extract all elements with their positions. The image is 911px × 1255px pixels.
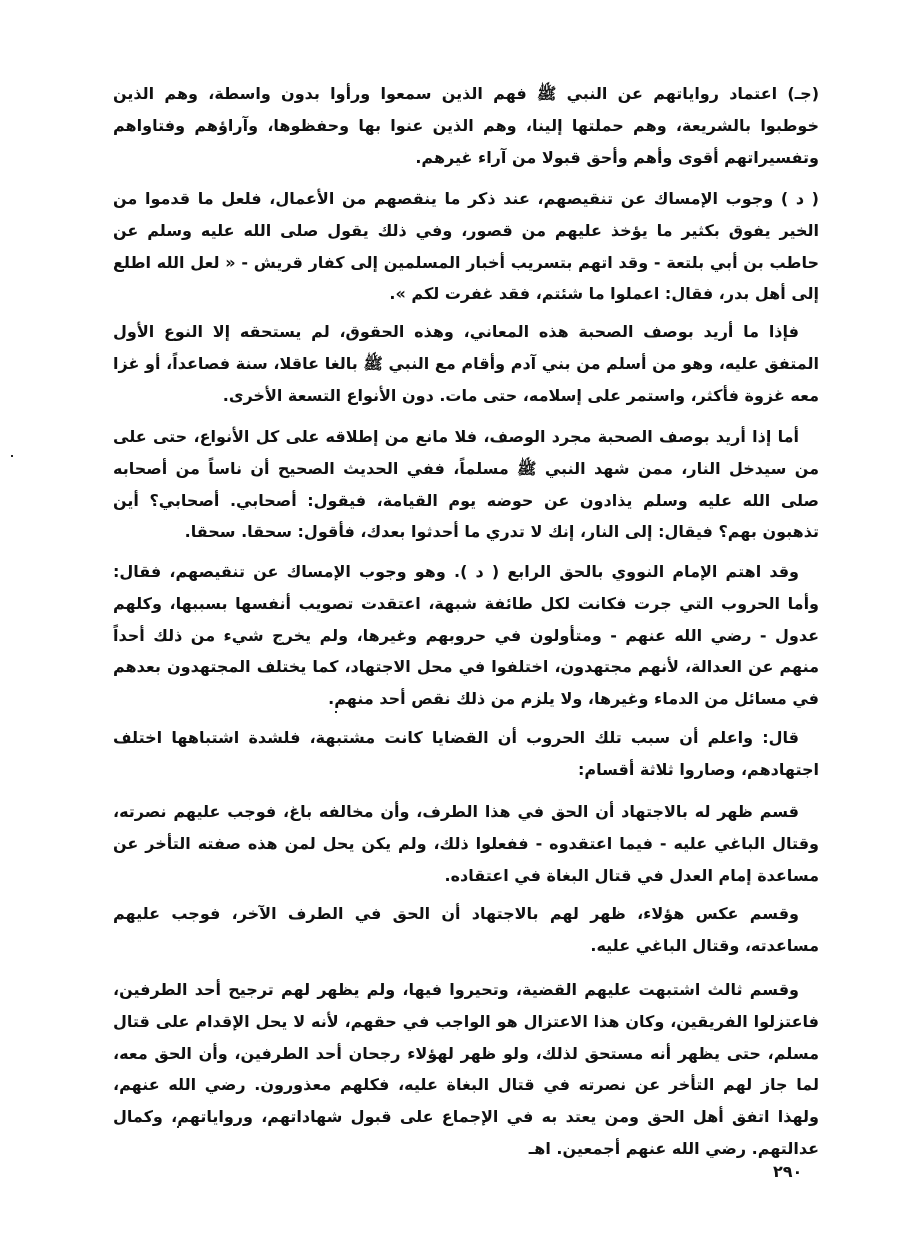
paragraph-nawawi: وقد اهتم الإمام النووي بالحق الرابع ( د ). وهو وجوب الإمساك عن تنقيصهم، فقال: وأما الحروب التي جرت فكانت لكل طائفة شبهة، اعتقدت تصويب أنفسها بسببها، وكلهم عدول - رضي الله عنهم - ومتأولون في حروبهم وغيرها، ولم يخرج شيء من ذلك أحداً منهم عن العدالة، لأنهم مجتهدون، اختلفوا في محل الاجتهاد، كما يختلف المجتهدون بعدهم في مسائل من الدماء وغيرها، ولا يلزم من ذلك نقص أحد منهم. bbox=[113, 562, 819, 709]
paragraph-sahaba-definition: فإذا ما أريد بوصف الصحبة هذه المعاني، وهذه الحقوق، لم يستحقه إلا النوع الأول المتفق عليه، وهو من أسلم من بني آدم وأقام مع النبي ﷺ بالغا عاقلا، سنة فصاعداً، أو غزا معه غزوة فأكثر، واستمر على إسلامه، حتى مات. دون الأنواع التسعة الأخرى. bbox=[113, 322, 819, 405]
paragraph-item-j: (جـ) اعتماد رواياتهم عن النبي ﷺ فهم الذين سمعوا ورأوا بدون واسطة، وهم الذين خوطبوا بالشريعة، وهم حملتها إلينا، وهم الذين عنوا بها وحفظوها، وآراؤهم وفتاواهم وتفسيراتهم أقوى وأهم وأحق قبولا من آراء غيرهم. bbox=[113, 84, 819, 167]
paragraph-group-three: وقسم ثالث اشتبهت عليهم القضية، وتحيروا فيها، ولم يظهر لهم ترجيح أحد الطرفين، فاعتزلوا الفريقين، وكان هذا الاعتزال هو الواجب في حقهم، لأنه لا يحل الإقدام على قتال مسلم، حتى يظهر أنه مستحق لذلك، ولو ظهر لهؤلاء رجحان أحد الطرفين، وأن الحق معه، لما جاز لهم التأخر عن نصرته في قتال البغاة عليه، فكلهم معذورون. رضي الله عنهم، ولهذا اتفق أهل الحق ومن يعتد به في الإجماع على قبول شهاداتهم، ورواياتهم، وكمال عدالتهم. رضي الله عنهم أجمعين. اهـ bbox=[113, 980, 819, 1158]
scan-speck bbox=[11, 455, 13, 457]
paragraph-item-d: ( د ) وجوب الإمساك عن تنقيصهم، عند ذكر ما ينقصهم من الأعمال، فلعل ما قدموا من الخير يفوق بكثير ما يؤخذ عليهم من قصور، وفي ذلك يقول صلى الله عليه وسلم عن حاطب بن أبي بلتعة - وقد اتهم بتسريب أخبار المسلمين إلى كفار قريش - « لعل الله اطلع إلى أهل بدر، فقال: اعملوا ما شئتم، فقد غفرت لكم ». bbox=[113, 189, 819, 304]
page-number: ٢٩٠ bbox=[773, 1162, 803, 1181]
paragraph-group-one: قسم ظهر له بالاجتهاد أن الحق في هذا الطرف، وأن مخالفه باغ، فوجب عليهم نصرته، وقتال الباغي عليه - فيما اعتقدوه - ففعلوا ذلك، ولم يكن يحل لمن هذه صفته التأخر عن مساعدة إمام العدل في قتال البغاة في اعتقاده. bbox=[113, 802, 819, 885]
paragraph-three-groups: قال: واعلم أن سبب تلك الحروب أن القضايا كانت مشتبهة، فلشدة اشتباهها اختلف اجتهادهم، وصاروا ثلاثة أقسام: bbox=[113, 728, 819, 779]
paragraph-group-two: وقسم عكس هؤلاء، ظهر لهم بالاجتهاد أن الحق في الطرف الآخر، فوجب عليهم مساعدته، وقتال الباغي عليه. bbox=[113, 904, 819, 955]
scan-speck bbox=[335, 711, 337, 713]
paragraph-general-description: أما إذا أريد بوصف الصحبة مجرد الوصف، فلا مانع من إطلاقه على كل الأنواع، حتى على من سيدخل النار، ممن شهد النبي ﷺ مسلماً، ففي الحديث الصحيح أن ناساً من أصحابه صلى الله عليه وسلم يذادون عن حوضه يوم القيامة، فيقول: أصحابي. أصحابي؟ أين تذهبون بهم؟ فيقال: إلى النار، إنك لا تدري ما أحدثوا بعدك، فأقول: سحقا. سحقا. bbox=[113, 427, 819, 542]
scan-speck bbox=[177, 1126, 179, 1128]
